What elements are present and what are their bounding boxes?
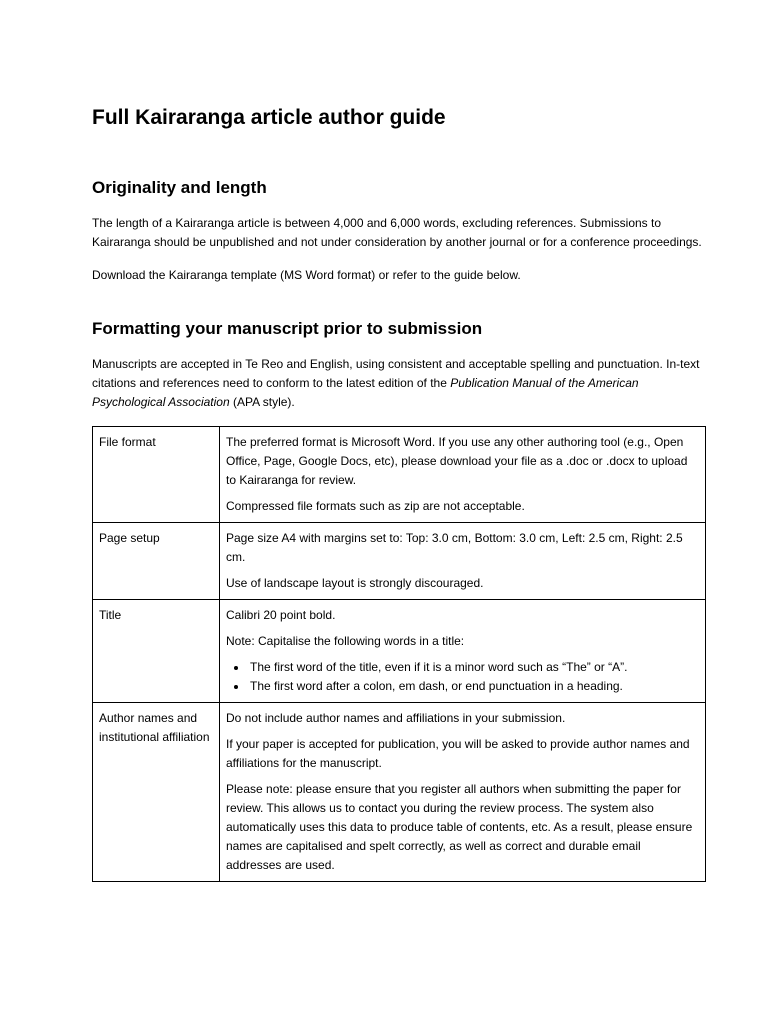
row-content-page-setup — [220, 523, 706, 600]
authors-if-accepted: If your paper is accepted for publication, you will be asked to provide author names and affiliations for the manuscript. — [226, 737, 690, 770]
table-row-authors — [93, 703, 706, 882]
originality-paragraph: The length of a Kairaranga article is between 4,000 and 6,000 words, excluding references. Submissions to Kairaranga should be unpublished and not under consideration by another journal or for a conference proceedings. — [92, 216, 702, 249]
row-content-title — [220, 600, 706, 703]
intro-text-start: Manuscripts are accepted in Te Reo and English, using consistent and acceptable spelling and punctuation. In-text citations and references need to conform to the latest edition of the — [92, 357, 700, 390]
apa-manual-title: Publication Manual of the American Psychological Association — [92, 376, 639, 409]
title-capitalise-note: Note: Capitalise the following words in a title: — [226, 634, 465, 648]
section-spacer — [92, 299, 706, 317]
template-download-paragraph: Download the Kairaranga template (MS Word format) or refer to the guide below. — [92, 268, 521, 282]
document-title: Full Kairaranga article author guide — [92, 106, 446, 129]
formatting-intro-paragraph — [92, 355, 706, 412]
table-row-file-format — [93, 427, 706, 523]
intro-text-end: (APA style). — [229, 395, 295, 409]
row-content-file-format — [220, 427, 706, 523]
row-label-authors: Author names and institutional affiliation — [93, 703, 220, 882]
please-note-bold: Please note: please ensure that you register all authors when submitting the paper for review. — [226, 782, 681, 815]
file-format-preferred: The preferred format is Microsoft Word. If you use any other authoring tool (e.g., Open Office, Page, Google Docs, etc), please download your file as a .doc or .docx to upload to Kairaranga for review. — [226, 435, 688, 487]
title-font-spec: Calibri 20 point bold. — [226, 608, 336, 622]
formatting-guide-table — [92, 426, 706, 882]
authors-please-note — [226, 780, 699, 875]
file-format-compressed: Compressed file formats such as zip are not acceptable. — [226, 499, 525, 513]
list-item: • The first word of the title, even if it is a minor word such as “The” or “A”. — [248, 658, 699, 677]
page-setup-landscape: Use of landscape layout is strongly discouraged. — [226, 576, 484, 590]
list-item: • The first word after a colon, em dash, or end punctuation in a heading. — [248, 677, 699, 696]
table-row-title — [93, 600, 706, 703]
section-heading-formatting: Formatting your manuscript prior to submission — [92, 319, 483, 338]
row-content-authors — [220, 703, 706, 882]
table-row-page-setup — [93, 523, 706, 600]
row-label-page-setup: Page setup — [93, 523, 220, 600]
title-capitalise-list — [226, 658, 699, 696]
row-label-title: Title — [93, 600, 220, 703]
page-setup-margins: Page size A4 with margins set to: Top: 3.0 cm, Bottom: 3.0 cm, Left: 2.5 cm, Right: 2.5 cm. — [226, 531, 683, 564]
please-note-rest: This allows us to contact you during the review process. The system also automatically uses this data to produce table of contents, etc. As a result, please ensure names are capitalised and spelt correctly, as well as correct and durable email addresses are used. — [226, 801, 693, 872]
authors-do-not-include: Do not include author names and affiliations in your submission. — [226, 711, 566, 725]
section-heading-originality: Originality and length — [92, 178, 267, 197]
row-label-file-format: File format — [93, 427, 220, 523]
